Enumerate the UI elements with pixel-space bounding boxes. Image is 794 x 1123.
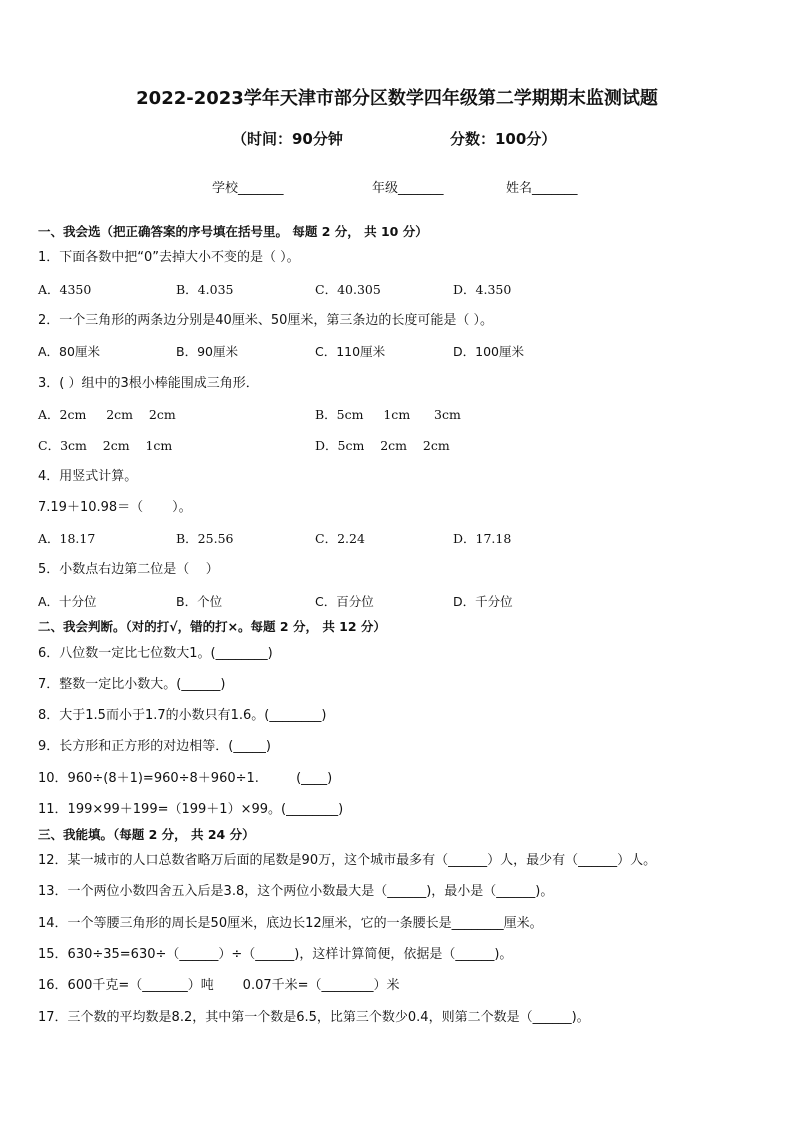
q4-option-a: A．18.17 — [38, 531, 96, 546]
question-7: 7．整数一定比小数大。(______) — [38, 677, 226, 692]
section-heading-1: 一、我会选（把正确答案的序号填在括号里。 每题 2 分， 共 10 分） — [38, 224, 428, 239]
q5-option-c: C．百分位 — [315, 594, 374, 609]
q4-option-b: B．25.56 — [176, 531, 234, 546]
section-heading-2: 二、我会判断。（对的打√，错的打×。每题 2 分， 共 12 分） — [38, 619, 386, 634]
q3-option-d: D．5cm 2cm 2cm — [315, 438, 450, 453]
question-5: 5．小数点右边第二位是（ ） — [38, 562, 219, 577]
exam-score: 分数：100分） — [450, 130, 557, 148]
q3-option-a: A．2cm 2cm 2cm — [38, 407, 176, 422]
name-field: 姓名_______ — [506, 181, 578, 196]
school-field: 学校_______ — [212, 181, 284, 196]
q1-option-c: C．40.305 — [315, 282, 381, 297]
q4-option-c: C．2.24 — [315, 531, 365, 546]
question-12: 12．某一城市的人口总数省略万后面的尾数是90万，这个城市最多有（______）人，最少有（______）人。 — [38, 853, 657, 868]
question-8: 8．大于1.5而小于1.7的小数只有1.6。(________) — [38, 708, 327, 723]
question-16: 16．600千克=（_______）吨 0.07千米=（________）米 — [38, 978, 400, 993]
question-10: 10．960÷(8＋1)=960÷8＋960÷1. (____) — [38, 771, 333, 786]
grade-field: 年级_______ — [372, 181, 444, 196]
question-17: 17．三个数的平均数是8.2，其中第一个数是6.5，比第三个数少0.4，则第二个数是（______)。 — [38, 1010, 590, 1025]
section-heading-3: 三、我能填。（每题 2 分， 共 24 分） — [38, 827, 255, 842]
q2-option-b: B．90厘米 — [176, 344, 238, 359]
question-15: 15．630÷35=630÷（______）÷（______)，这样计算简便，依据是（______)。 — [38, 947, 513, 962]
page-title: 2022-2023学年天津市部分区数学四年级第二学期期末监测试题 — [136, 88, 658, 109]
q4-option-d: D．17.18 — [453, 531, 512, 546]
question-1: 1．下面各数中把“0”去掉大小不变的是（ ）。 — [38, 250, 300, 265]
q3-option-b: B．5cm 1cm 3cm — [315, 407, 461, 422]
question-14: 14．一个等腰三角形的周长是50厘米，底边长12厘米，它的一条腰长是________厘米。 — [38, 916, 543, 931]
q5-option-b: B．个位 — [176, 594, 223, 609]
question-2: 2．一个三角形的两条边分别是40厘米、50厘米，第三条边的长度可能是（ ）。 — [38, 313, 493, 328]
q1-option-a: A．4350 — [38, 282, 92, 297]
question-6: 6．八位数一定比七位数大1。(________) — [38, 646, 273, 661]
question-9: 9．长方形和正方形的对边相等．(_____) — [38, 739, 271, 754]
question-3: 3．( ）组中的3根小棒能围成三角形． — [38, 376, 259, 391]
question-4: 4．用竖式计算。 — [38, 469, 138, 484]
question-13: 13．一个两位小数四舍五入后是3.8，这个两位小数最大是（______)，最小是（______)。 — [38, 884, 554, 899]
q2-option-c: C．110厘米 — [315, 344, 386, 359]
q5-option-d: D．千分位 — [453, 594, 513, 609]
q2-option-d: D．100厘米 — [453, 344, 524, 359]
q1-option-b: B．4.035 — [176, 282, 234, 297]
question-4-expression: 7.19＋10.98＝（ ）。 — [38, 500, 192, 515]
q5-option-a: A．十分位 — [38, 594, 97, 609]
q2-option-a: A．80厘米 — [38, 344, 100, 359]
q3-option-c: C．3cm 2cm 1cm — [38, 438, 173, 453]
exam-time: （时间：90分钟 — [232, 130, 343, 148]
question-11: 11．199×99＋199=（199＋1）×99。(________) — [38, 802, 344, 817]
q1-option-d: D．4.350 — [453, 282, 512, 297]
